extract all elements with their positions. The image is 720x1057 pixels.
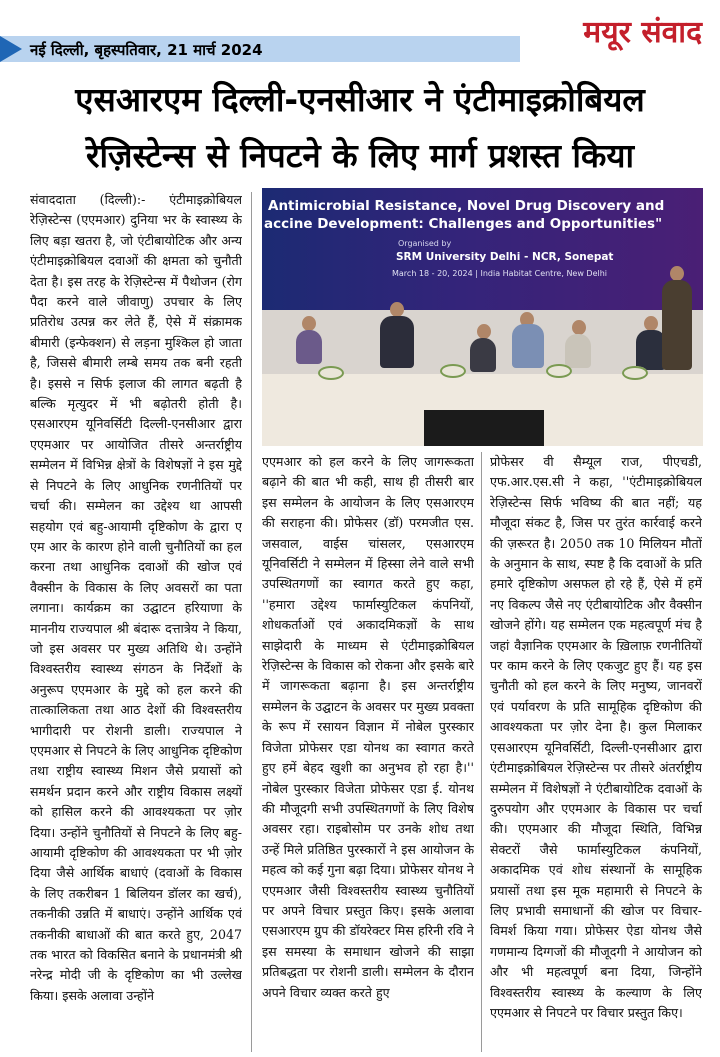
column-divider (251, 192, 252, 1052)
person-head (572, 320, 586, 335)
dateline: नई दिल्ली, बृहस्पतिवार, 21 मार्च 2024 (30, 41, 263, 59)
article-column-1 (30, 190, 242, 1052)
person-head (644, 316, 658, 331)
person-head (390, 302, 404, 317)
person (296, 330, 322, 364)
flower-arrangement-icon (622, 366, 648, 380)
stage-monitor (424, 410, 544, 446)
banner-title-line-1: Antimicrobial Resistance, Novel Drug Discovery and (268, 198, 665, 214)
blue-wedge-icon (0, 36, 22, 62)
headline-line-1: एसआरएम दिल्ली-एनसीआर ने एंटीमाइक्रोबियल (75, 80, 645, 119)
article-column-3 (490, 452, 702, 1052)
person-head (477, 324, 491, 339)
person-head (302, 316, 316, 331)
person (380, 316, 414, 368)
banner-organiser: SRM University Delhi - NCR, Sonepat (396, 251, 614, 263)
newspaper-brand: मयूर संवाद (583, 15, 702, 50)
person (565, 334, 591, 368)
column-divider (481, 452, 482, 1052)
masthead (0, 0, 720, 62)
banner-venue: March 18 - 20, 2024 | India Habitat Centre, New Delhi (392, 269, 608, 278)
article-text-3: प्रोफेसर वी सैम्यूल राज, पीएचडी, एफ.आर.एस.सी ने कहा, ''एंटीमाइक्रोबियल रेज़िस्टेन्स सिर्फ भविष्य की बात नहीं; यह मौजूदा संकट है, जिस पर तुरंत कार्रवाई करने की ज़रूरत है। 2050 तक 10 मिलियन मौतों के अनुमान के साथ, स्पष्ट है कि दवाओं के प्रति हमारे दृष्टिकोण असफल हो रहे हैं, ऐसे में हमें नए विकल्प जैसे नए एंटीबायोटिक और वैक्सीन खोजने होंगे। यह सम्मेलन एक महत्वपूर्ण मंच है जहां वैज्ञानिक एएमआर के ख़िलाफ़ रणनीतियों पर काम करने के लिए एकजुट हुए हैं। यह इस चुनौती को हल करने के लिए मनुष्य, जानवरों एवं पर्यावरण के प्रति सामूहिक दृष्टिकोण की आवश्यकता पर ज़ोर देना है। कुल मिलाकर एसआरएम यूनिवर्सिटी, दिल्ली-एनसीआर द्वारा एंटीमाइक्रोबियल रेज़िस्टेन्स पर तीसरे अंतर्राष्ट्रीय सम्मेलन में विशेषज्ञों ने एंटीबायोटिक दवाओं के दुरुपयोग और एएमआर के विकास पर चर्चा की। एएमआर की मौजूदा स्थिति, विभिन्न सेक्टरों जैसे फार्मास्युटिकल कंपनियों, अकादमिक एवं शोध संस्थानों के सामूहिक प्रयासों तथा इस मूक महामारी से निपटने के लिए प्रभावी समाधानों की खोज पर विचार-विमर्श किया गया। प्रोफेसर ऐडा योनथ जैसे गणमान्य दिग्गजों की मौजूदगी ने आयोजन को और भी महत्वपूर्ण बना दिया, जिन्होंने विश्वस्तरीय स्वास्थ्य के कल्याण के लिए एएमआर से निपटने पर विचार प्रस्तुत किए। (490, 454, 702, 1020)
event-photo (262, 188, 703, 446)
headline-line-2: रेज़िस्टेन्स से निपटने के लिए मार्ग प्रशस्त किया (85, 136, 635, 175)
flower-arrangement-icon (440, 364, 466, 378)
person (512, 324, 544, 368)
article-column-2 (262, 452, 474, 1052)
person (662, 280, 692, 370)
article-text-1: संवाददाता (दिल्ली):- एंटीमाइक्रोबियल रेज़िस्टेन्स (एएमआर) दुनिया भर के स्वास्थ्य के लिए बड़ा खतरा है, जो एंटीबायोटिक और अन्य एंटीमाइक्रोबियल दवाओं की क्षमता को चुनौती देता है। इस तरह के रेज़िस्टेन्स में पैथोजन (रोग पैदा करने वाले जीवाणु) उपचार के लिए प्रतिरोध उत्पन्न कर लेते हैं, ऐसे में संक्रामक बीमारी (इन्फेक्शन) से लड़ना मुश्किल हो जाता है, जिससे बीमारी लम्बे समय तक बनी रहती है। इससे न सिर्फ इलाज की लागत बढ़ती है बल्कि मृत्युदर में भी बढ़ोतरी होती है। एसआरएम यूनिवर्सिटी दिल्ली-एनसीआर द्वारा एएमआर पर आयोजित तीसरे अन्तर्राष्ट्रीय सम्मेलन में विभिन्न क्षेत्रों के विशेषज्ञों ने इस मुद्दे से निपटने के लिए आधुनिक रणनीतियों पर चर्चा की। सम्मेलन का उद्देश्य था आपसी सहयोग एवं बहु-आयामी दृष्टिकोण के द्वारा ए एम आर के कारण होने वाली चुनौतियों का हल करना तथा आधुनिक दवाओं की खोज एवं वैक्सीन के विकास के लिए अवसरों का पता लगाना। कार्यक्रम का उद्घाटन हरियाणा के माननीय राज्यपाल श्री बंदारू दत्तात्रेय ने किया, जो इस अवसर पर मुख्य अतिथि थे। उन्होंने विश्वस्तरीय स्वास्थ्य संगठन के निर्देशों के अनुरूप एएमआर के मुद्दे को हल करने की तात्कालिकता तथा आठ देशों की विश्वस्तरीय भागीदारी पर रोशनी डाली। राज्यपाल ने एएमआर से निपटने के लिए आधुनिक दृष्टिकोण तथा राष्ट्रीय स्वास्थ्य मिशन जैसे प्रयासों को समर्थन प्रदान करने और राष्ट्रीय विकास लक्ष्यों को हासिल करने की आवश्यकता पर ज़ोर दिया। उन्होंने चुनौतियों से निपटने के लिए बहु-आयामी दृष्टिकोण की आवश्यकता पर भी ज़ोर दिया जैसे आर्थिक बाधाएं (दवाओं के विकास के लिए तकरीबन 1 बिलियन डॉलर का खर्च), तकनीकी उन्नति में बाधाएं। उन्होंने आर्थिक एवं तकनीकी बाधाओं की बात करते हुए, 2047 तक भारत को विकसित बनाने के प्रधानमंत्री श्री नरेन्द्र मोदी जी के दृष्टिकोण का भी उल्लेख किया। इसके अलावा उन्होंने (30, 192, 242, 1003)
person-head (670, 266, 684, 281)
person (470, 338, 496, 372)
banner-title-line-2: accine Development: Challenges and Opportunities" (264, 216, 663, 232)
banner-organised-by: Organised by (398, 239, 452, 248)
article-text-2: एएमआर को हल करने के लिए जागरूकता बढ़ाने की बात भी कही, साथ ही तीसरी बार इस सम्मेलन के आयोजन के लिए एसआरएम की सराहना की। प्रोफेसर (डॉ) परमजीत एस. जसवाल, वाईस चांसलर, एसआरएम यूनिवर्सिटी ने सम्मेलन में हिस्सा लेने वाले सभी उपस्थितगणों का स्वागत करते हुए कहा, ''हमारा उद्देश्य फार्मास्युटिकल कंपनियों, शोधकर्ताओं एवं अकादमिकज्ञों के साथ साझेदारी के माध्यम से एंटीमाइक्रोबियल रेज़िस्टेन्स के विकास को रोकना और इसके बारे में जागरूकता बढ़ाना है। इस अन्तर्राष्ट्रीय सम्मेलन के उद्घाटन के अवसर पर मुख्य प्रवक्ता के रूप में रसायन विज्ञान में नोबेल पुरस्कार विजेता प्रोफेसर एडा योनथ का स्वागत करते हुए हमें बेहद खुशी का अनुभव हो रहा है।'' नोबेल पुरस्कार विजेता प्रोफेसर एडा ई. योनथ की मौजूदगी सभी उपस्थितगणों के लिए विशेष अवसर रहा। राइबोसोम पर उनके शोध तथा उन्हें मिले प्रतिष्ठित पुरस्कारों ने इस आयोजन के महत्व को कई गुना बढ़ा दिया। प्रोफेसर योनथ ने एएमआर जैसी विश्वस्तरीय स्वास्थ्य चुनौतियों पर अपने विचार प्रस्तुत किए। इसके अलावा एसआरएम ग्रुप की डॉयरेक्टर मिस हरिनी रवि ने इस समस्या के समाधान खोजने की साझा प्रतिबद्धता पर रोशनी डाली। सम्मेलन के दौरान अपने विचार व्यक्त करते हुए (262, 454, 474, 1000)
flower-arrangement-icon (546, 364, 572, 378)
headline (10, 72, 710, 184)
flower-arrangement-icon (318, 366, 344, 380)
conference-banner (262, 188, 703, 310)
